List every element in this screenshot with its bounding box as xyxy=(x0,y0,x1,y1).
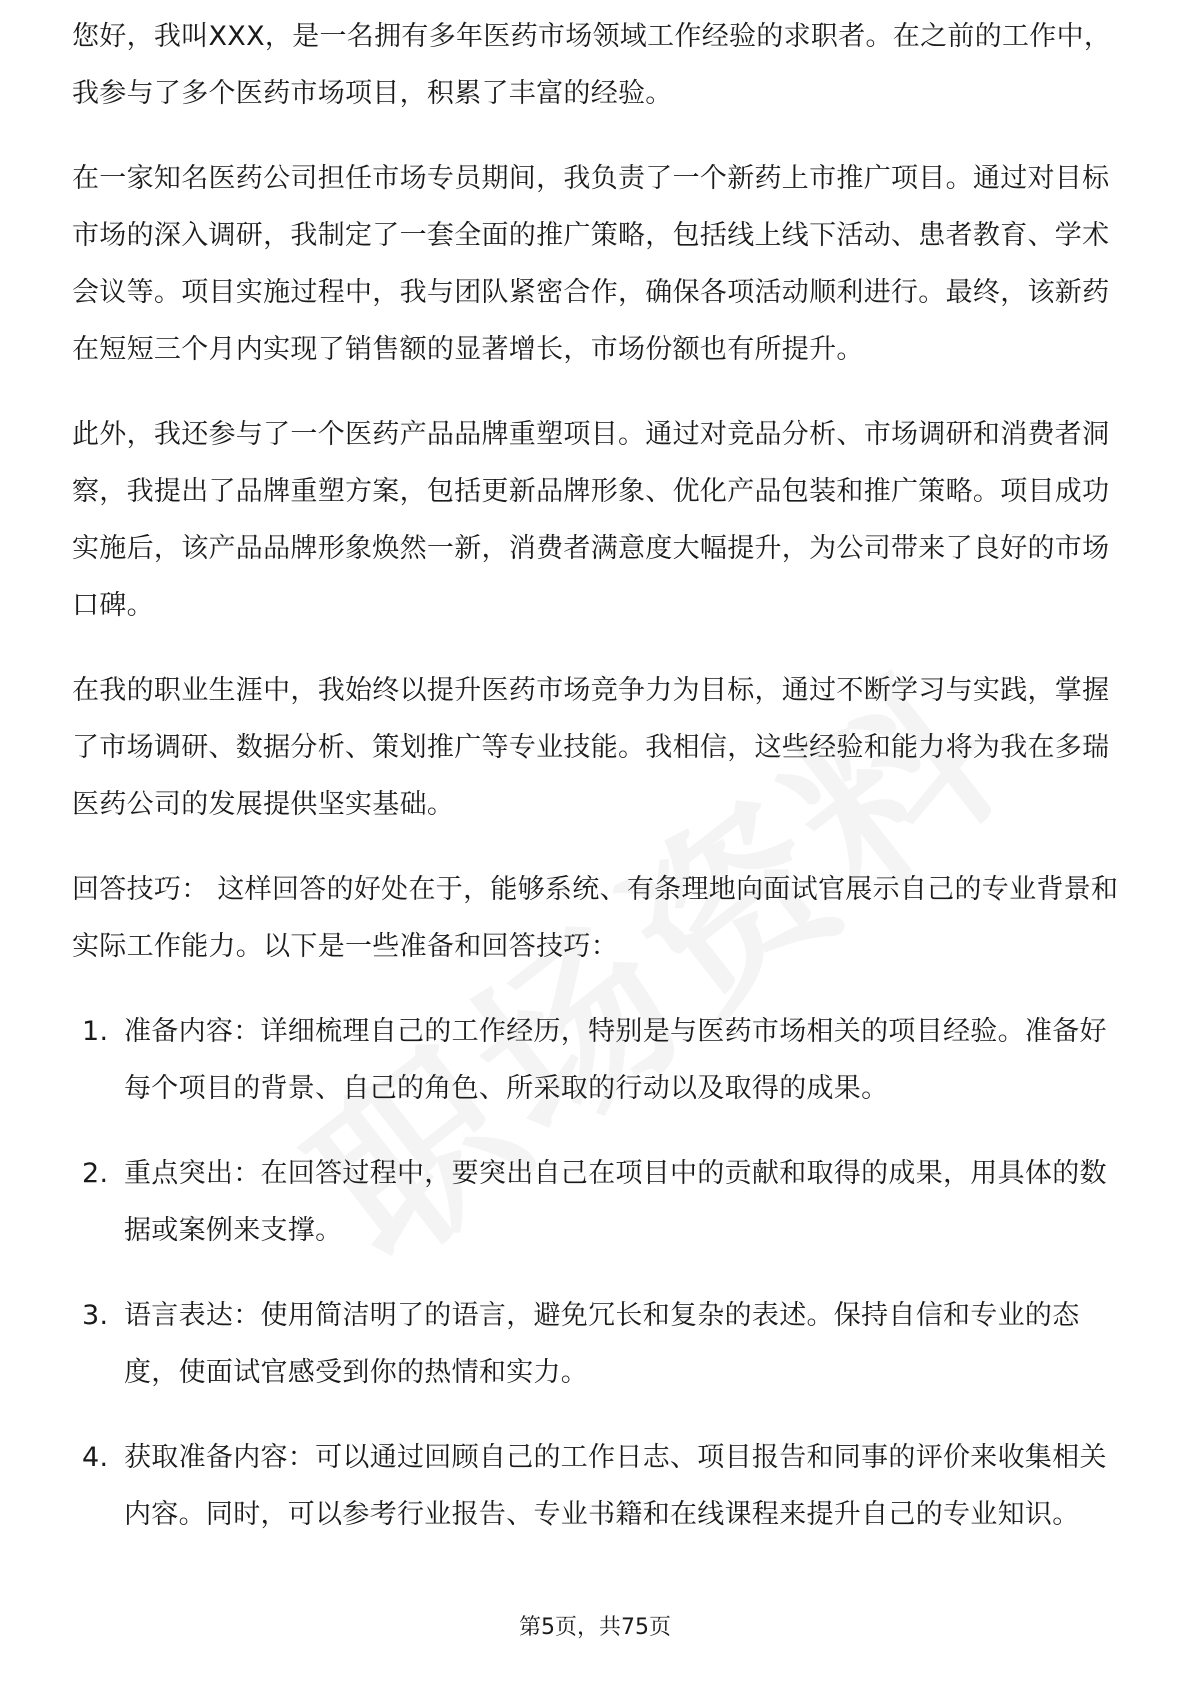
list-item xyxy=(72,1287,1122,1401)
list-item-text: 语言表达：使用简洁明了的语言，避免冗长和复杂的表述。保持自信和专业的态度，使面试官感受到你的热情和实力。 xyxy=(124,1300,1080,1388)
list-item xyxy=(72,1003,1122,1117)
paragraph-answer-tips: 回答技巧： 这样回答的好处在于，能够系统、有条理地向面试官展示自己的专业背景和实际工作能力。以下是一些准备和回答技巧： xyxy=(72,874,1119,962)
list-item-number: 4. xyxy=(82,1442,109,1473)
paragraph-new-drug-project: 在一家知名医药公司担任市场专员期间，我负责了一个新药上市推广项目。通过对目标市场的深入调研，我制定了一套全面的推广策略，包括线上线下活动、患者教育、学术会议等。项目实施过程中，我与团队紧密合作，确保各项活动顺利进行。最终，该新药在短短三个月内实现了销售额的显著增长，市场份额也有所提升。 xyxy=(72,163,1110,365)
tips-list xyxy=(72,1003,1122,1543)
list-item xyxy=(72,1145,1122,1259)
list-item-number: 1. xyxy=(82,1016,109,1047)
page-number-footer: 第5页，共75页 xyxy=(519,1615,671,1640)
list-item-text: 准备内容：详细梳理自己的工作经历，特别是与医药市场相关的项目经验。准备好每个项目的背景、自己的角色、所采取的行动以及取得的成果。 xyxy=(124,1016,1107,1104)
list-item-text: 获取准备内容：可以通过回顾自己的工作日志、项目报告和同事的评价来收集相关内容。同时，可以参考行业报告、专业书籍和在线课程来提升自己的专业知识。 xyxy=(124,1442,1107,1530)
paragraph-career-summary: 在我的职业生涯中，我始终以提升医药市场竞争力为目标，通过不断学习与实践，掌握了市场调研、数据分析、策划推广等专业技能。我相信，这些经验和能力将为我在多瑞医药公司的发展提供坚实基础。 xyxy=(72,675,1110,820)
intro-paragraph: 您好，我叫XXX，是一名拥有多年医药市场领域工作经验的求职者。在之前的工作中，我参与了多个医药市场项目，积累了丰富的经验。 xyxy=(72,21,1112,109)
list-item-text: 重点突出：在回答过程中，要突出自己在项目中的贡献和取得的成果，用具体的数据或案例来支撑。 xyxy=(124,1158,1107,1246)
page-content xyxy=(72,18,1122,1571)
paragraph-brand-project: 此外，我还参与了一个医药产品品牌重塑项目。通过对竞品分析、市场调研和消费者洞察，我提出了品牌重塑方案，包括更新品牌形象、优化产品包装和推广策略。项目成功实施后，该产品品牌形象焕然一新，消费者满意度大幅提升，为公司带来了良好的市场口碑。 xyxy=(72,419,1110,621)
list-item-number: 3. xyxy=(82,1300,109,1331)
list-item-number: 2. xyxy=(82,1158,109,1189)
list-item xyxy=(72,1429,1122,1543)
